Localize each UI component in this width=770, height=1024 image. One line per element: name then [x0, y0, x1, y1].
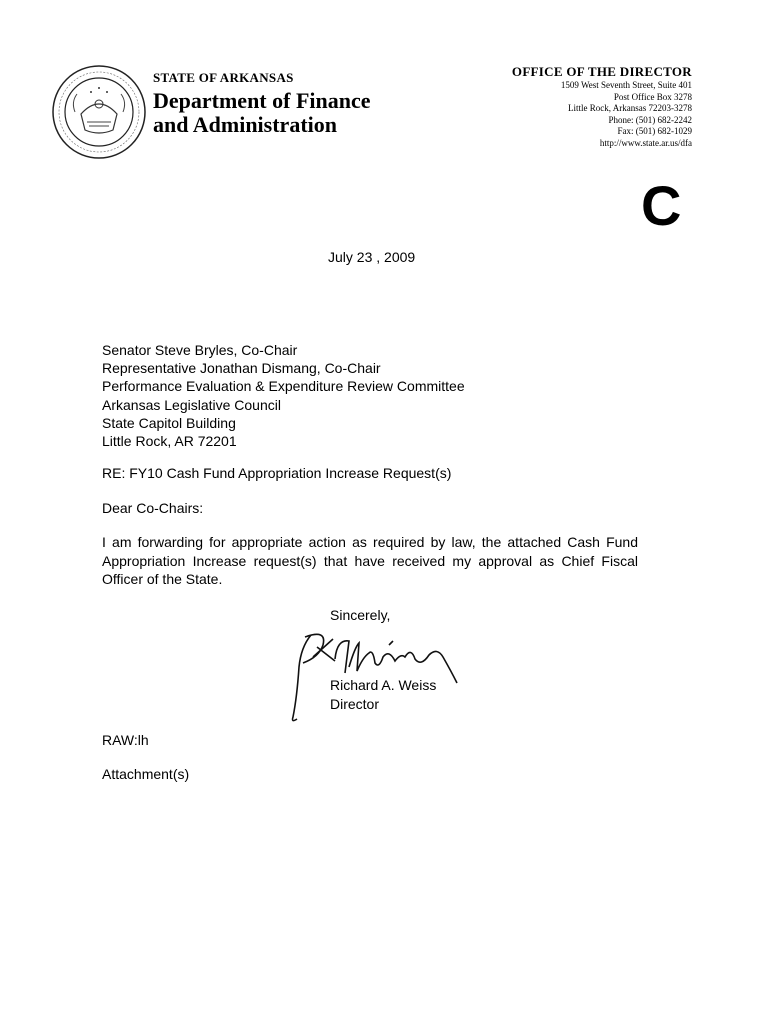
enclosure-note: Attachment(s)	[102, 766, 190, 782]
website-line: http://www.state.ar.us/dfa	[599, 137, 692, 148]
address-line: Post Office Box 3278	[613, 91, 692, 102]
letterhead-left	[153, 70, 371, 137]
signer-block	[330, 676, 436, 713]
recipient-line: Performance Evaluation & Expenditure Review Committee	[102, 378, 465, 395]
signer-name: Richard A. Weiss	[330, 677, 437, 693]
letter-date: July 23 , 2009	[328, 249, 416, 265]
subject-line: RE: FY10 Cash Fund Appropriation Increase Request(s)	[102, 465, 452, 481]
office-title: OFFICE OF THE DIRECTOR	[511, 64, 692, 79]
fax-line: Fax: (501) 682-1029	[617, 126, 692, 136]
state-name: STATE OF ARKANSAS	[153, 70, 294, 85]
recipient-block	[102, 341, 465, 450]
closing: Sincerely,	[330, 607, 391, 623]
address-line: Little Rock, Arkansas 72203-3278	[568, 103, 692, 113]
recipient-line: State Capitol Building	[102, 414, 236, 431]
letterhead-right	[512, 64, 692, 149]
address-line: 1509 West Seventh Street, Suite 401	[560, 80, 692, 90]
recipient-line: Senator Steve Bryles, Co-Chair	[102, 342, 298, 358]
signer-title: Director	[330, 695, 380, 712]
recipient-line: Little Rock, AR 72201	[102, 433, 237, 450]
department-name-line2: and Administration	[153, 112, 337, 137]
phone-line: Phone: (501) 682-2242	[608, 114, 692, 125]
department-name-line1: Department of Finance	[153, 88, 371, 113]
reference-initials: RAW:lh	[102, 732, 149, 748]
state-seal-logo	[51, 64, 147, 160]
section-marker: C	[641, 174, 682, 237]
salutation: Dear Co-Chairs:	[102, 500, 204, 516]
letter-body: I am forwarding for appropriate action as required by law, the attached Cash Fund Appropriation Increase request(s) that have received my approval as Chief Fiscal Officer of the State.	[102, 534, 638, 587]
recipient-line: Arkansas Legislative Council	[102, 396, 281, 413]
recipient-line: Representative Jonathan Dismang, Co-Chair	[102, 360, 381, 377]
